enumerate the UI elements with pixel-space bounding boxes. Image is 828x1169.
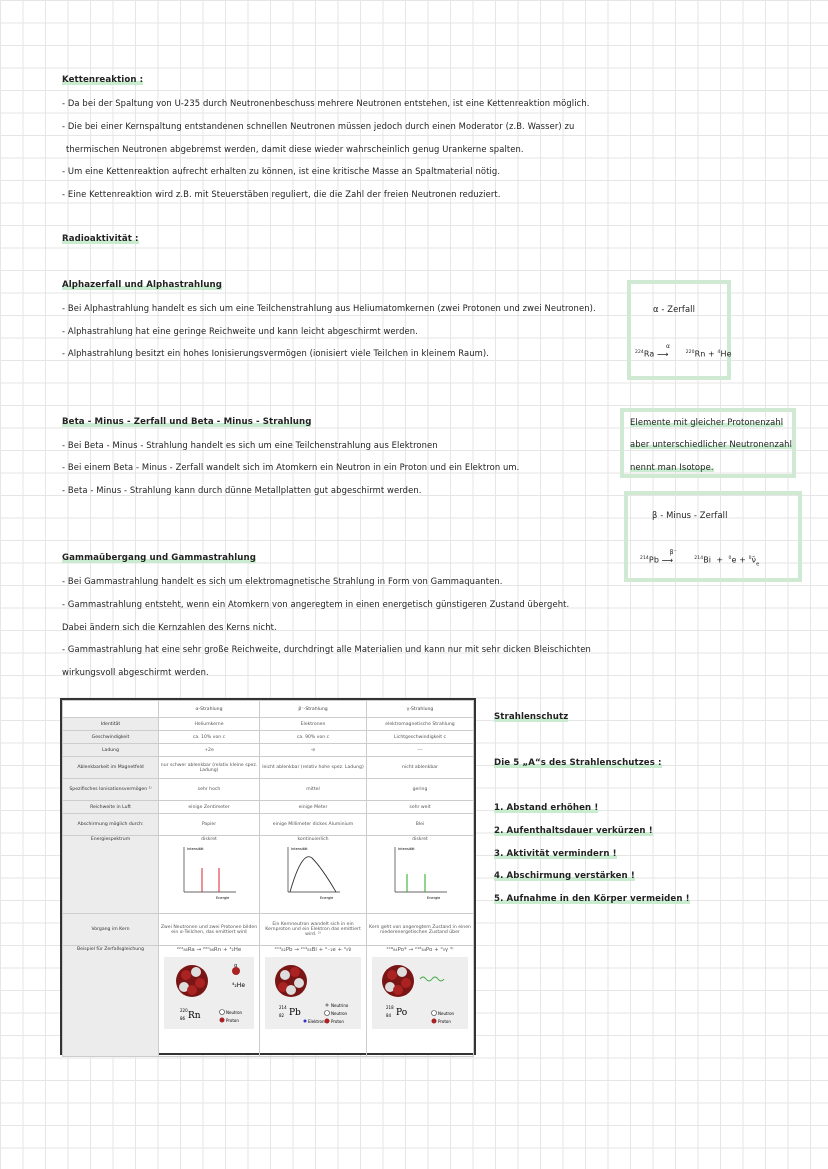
kettenreaktion-title: Kettenreaktion : <box>62 75 144 85</box>
spectrum-cell-gamma <box>367 836 474 914</box>
table-header: γ-Strahlung <box>367 701 474 718</box>
nucleus-illustration <box>265 957 361 1029</box>
continuous-spectrum-beta <box>278 842 348 902</box>
nucleus-z: 86 <box>180 1016 186 1021</box>
cell: Zwei Neutronen und zwei Protonen bilden ein α-Teilchen, das emittiert wird <box>159 914 260 946</box>
row-label: Vorgang im Kern <box>63 914 159 946</box>
strahlenschutz-item: 1. Abstand erhöhen ! <box>494 803 599 813</box>
cell: -e <box>260 744 367 757</box>
cell: gering <box>367 779 474 801</box>
alpha-line: - Alphastrahlung besitzt ein hohes Ionisierungsvermögen (ionisiert viele Teilchen in kleinem Raum). <box>62 348 490 358</box>
beta-arrow-label: β⁻ <box>669 548 677 556</box>
cell: Papier <box>159 814 260 836</box>
alpha-nucleus-svg <box>164 957 254 1029</box>
gamma-line: - Gammastrahlung hat eine sehr große Reichweite, durchdringt alle Materialien und kann nur mit sehr dicken Bleischichten <box>62 644 591 654</box>
legend-label: Neutron <box>331 1011 348 1016</box>
gamma-line: - Gammastrahlung entsteht, wenn ein Atomkern von angeregtem in einen energetisch günstigeren Zustand übergeht. <box>62 599 570 609</box>
cell: sehr hoch <box>159 779 260 801</box>
cell: Blei <box>367 814 474 836</box>
cell: nur schwer ablenkbar (relativ kleine spez. Ladung) <box>159 757 260 779</box>
decay-equation: ²²⁴₈₈Ra → ²²⁰₈₆Rn + ⁴₂He <box>176 947 242 953</box>
cell: Heliumkerne <box>159 718 260 731</box>
example-cell-beta <box>260 946 367 1057</box>
radioaktivitaet-title: Radioaktivität : <box>62 234 139 244</box>
nucleus-mass: 214 <box>279 1005 287 1010</box>
nucleus-cluster <box>382 965 414 997</box>
nucleus-z: 82 <box>279 1013 285 1018</box>
cell: ca. 10% von c <box>159 731 260 744</box>
cell: Lichtgeschwindigkeit c <box>367 731 474 744</box>
legend-label: Elektron <box>308 1019 325 1024</box>
alpha-title: Alphazerfall und Alphastrahlung <box>62 280 223 290</box>
kettenreaktion-line: - Eine Kettenreaktion wird z.B. mit Steuerstäben reguliert, die die Zahl der freien Neutronen reduziert. <box>62 189 501 199</box>
beta-decay-box <box>624 491 802 582</box>
decay-equation: ²¹⁴₈₂Pb → ²¹⁴₈₃Bi + ⁰₋₁e + ⁰₀ν̄ <box>274 947 352 953</box>
alpha-equation: $^{224}$Ra α ⟶ $^{220}$Rn + $^4$He <box>635 342 732 359</box>
strahlenschutz-item: 2. Aufenthaltsdauer verkürzen ! <box>494 826 653 836</box>
row-label: Spezifisches Ionisationsvermögen ¹⁾ <box>63 779 159 801</box>
legend-label: Proton <box>226 1018 239 1023</box>
row-label: Energiespektrum <box>63 836 159 914</box>
nucleus-illustration <box>164 957 254 1029</box>
kettenreaktion-line: thermischen Neutronen abgebremst werden, damit diese wieder wahrscheinlich genug Urankerne spalten. <box>66 144 524 154</box>
beta-title: Beta - Minus - Zerfall und Beta - Minus - Strahlung <box>62 417 312 427</box>
nucleus-symbol: Pb <box>289 1008 301 1018</box>
kettenreaktion-line: - Die bei einer Kernspaltung entstandenen schnellen Neutronen müssen jedoch durch einen Moderator (z.B. Wasser) zu <box>62 121 575 131</box>
row-label: Ladung <box>63 744 159 757</box>
gamma-line: wirkungsvoll abgeschirmt werden. <box>62 667 209 677</box>
row-label: Ablenkbarkeit im Magnetfeld <box>63 757 159 779</box>
alpha-decay-box <box>627 280 731 380</box>
beta-line: - Beta - Minus - Strahlung kann durch dünne Metallplatten gut abgeschirmt werden. <box>62 485 422 495</box>
legend-label: Neutron <box>226 1010 243 1015</box>
row-label: Beispiel für Zerfallsgleichung <box>63 946 159 1057</box>
gamma-title: Gammaübergang und Gammastrahlung <box>62 553 256 563</box>
neutron-legend-dot <box>325 1011 330 1016</box>
beta-box-title: β - Minus - Zerfall <box>652 510 728 520</box>
example-cell-alpha <box>159 946 260 1057</box>
gamma-wave-icon <box>420 977 444 981</box>
spectrum-xlabel: Energie <box>320 896 334 900</box>
nucleus-symbol: Po <box>396 1008 408 1018</box>
kettenreaktion-line: - Da bei der Spaltung von U-235 durch Neutronenbeschuss mehrere Neutronen entstehen, ist eine Kettenreaktion möglich. <box>62 98 590 108</box>
radiation-comparison-table <box>60 698 476 1055</box>
spectrum-ylabel: Intensität <box>187 847 204 851</box>
strahlenschutz-item: 4. Abschirmung verstärken ! <box>494 871 635 881</box>
legend-label: Neutron <box>438 1011 455 1016</box>
table-header: α-Strahlung <box>159 701 260 718</box>
cell: einige Zentimeter <box>159 801 260 814</box>
cell: einige Meter <box>260 801 367 814</box>
isotope-line: aber unterschiedlicher Neutronenzahl <box>630 439 793 449</box>
spectrum-cell-alpha <box>159 836 260 914</box>
beta-line: - Bei einem Beta - Minus - Zerfall wandelt sich im Atomkern ein Neutron in ein Proton und ein Elektron um. <box>62 462 520 472</box>
proton-legend-dot <box>432 1019 437 1024</box>
nucleus-illustration <box>372 957 468 1029</box>
row-label: Identität <box>63 718 159 731</box>
nucleus-cluster <box>176 965 208 997</box>
strahlenschutz-item: 3. Aktivität vermindern ! <box>494 849 617 859</box>
cell: elektromagnetische Strahlung <box>367 718 474 731</box>
gamma-line: Dabei ändern sich die Kernzahlen des Kerns nicht. <box>62 622 277 632</box>
proton-legend-dot <box>325 1019 330 1024</box>
legend-label: Neutrino <box>331 1003 349 1008</box>
isotope-line: Elemente mit gleicher Protonenzahl <box>630 417 784 427</box>
electron-legend-dot <box>304 1020 307 1023</box>
spectrum-cell-beta <box>260 836 367 914</box>
proton-legend-dot <box>220 1018 225 1023</box>
cell: kontinuierlich <box>297 837 329 842</box>
cell: diskret <box>412 837 428 842</box>
cell: Elektronen <box>260 718 367 731</box>
alpha-line: - Alphastrahlung hat eine geringe Reichweite und kann leicht abgeschirmt werden. <box>62 326 418 336</box>
nucleus-mass: 220 <box>180 1008 188 1013</box>
spectrum-xlabel: Energie <box>427 896 441 900</box>
strahlenschutz-item: 5. Aufnahme in den Körper vermeiden ! <box>494 894 690 904</box>
nucleus-z: 84 <box>386 1013 392 1018</box>
beta-line: - Bei Beta - Minus - Strahlung handelt es sich um eine Teilchenstrahlung aus Elektronen <box>62 440 438 450</box>
alpha-arrow-label: α <box>666 342 671 350</box>
cell: mittel <box>260 779 367 801</box>
alpha-box-title: α - Zerfall <box>653 304 696 314</box>
decay-equation: ²¹⁸₈₄Po* → ²¹⁸₈₄Po + ⁰₀γ ³⁾ <box>386 947 454 953</box>
cell: Ein Kernneutron wandelt sich in ein Kernproton und ein Elektron das emittiert wird. ²⁾ <box>260 914 367 946</box>
cell: sehr weit <box>367 801 474 814</box>
neutron-legend-dot <box>220 1010 225 1015</box>
spectrum-ylabel: Intensität <box>291 847 308 851</box>
cell: nicht ablenkbar <box>367 757 474 779</box>
table-header: β⁻-Strahlung <box>260 701 367 718</box>
legend-label: Proton <box>438 1019 451 1024</box>
cell: leicht ablenkbar (relativ hohe spez. Ladung) <box>260 757 367 779</box>
cell: --- <box>367 744 474 757</box>
table-corner <box>63 701 159 718</box>
neutrino-legend-dot <box>326 1004 329 1007</box>
cell: ca. 90% von c <box>260 731 367 744</box>
nucleus-cluster <box>275 965 307 997</box>
kettenreaktion-line: - Um eine Kettenreaktion aufrecht erhalten zu können, ist eine kritische Masse an Spaltmaterial nötig. <box>62 166 501 176</box>
cell: Kern geht von angeregtem Zustand in einen niederenergetischen Zustand über <box>367 914 474 946</box>
row-label: Reichweite in Luft <box>63 801 159 814</box>
discrete-spectrum-gamma <box>385 842 455 902</box>
spectrum-xlabel: Energie <box>216 896 230 900</box>
discrete-spectrum-alpha <box>174 842 244 902</box>
alpha-particle-mark: α <box>234 963 238 969</box>
cell: einige Millimeter dickes Aluminium <box>260 814 367 836</box>
isotope-box <box>620 408 796 478</box>
gamma-nucleus-svg <box>372 957 468 1029</box>
strahlenschutz-title: Strahlenschutz <box>494 712 569 722</box>
beta-equation: $^{214}$Pb β⁻ ⟶ $^{214}Bi + ^0e + ^0\nū_e$ <box>640 548 760 568</box>
spectrum-ylabel: Intensität <box>398 847 415 851</box>
isotope-line: nennt man Isotope. <box>630 462 714 472</box>
emitted-helium: ⁴₂He <box>232 982 246 989</box>
legend-label: Proton <box>331 1019 344 1024</box>
nucleus-mass: 218 <box>386 1005 394 1010</box>
beta-nucleus-svg <box>265 957 361 1029</box>
cell: diskret <box>201 837 217 842</box>
example-cell-gamma <box>367 946 474 1057</box>
nucleus-symbol: Rn <box>188 1011 201 1021</box>
neutron-legend-dot <box>432 1011 437 1016</box>
row-label: Geschwindigkeit <box>63 731 159 744</box>
strahlenschutz-subtitle: Die 5 „A“s des Strahlenschutzes : <box>494 758 662 768</box>
gamma-line: - Bei Gammastrahlung handelt es sich um elektromagnetische Strahlung in Form von Gammaquanten. <box>62 576 503 586</box>
cell: +2e <box>159 744 260 757</box>
alpha-line: - Bei Alphastrahlung handelt es sich um eine Teilchenstrahlung aus Heliumatomkernen (zwei Protonen und zwei Neutronen). <box>62 303 596 313</box>
row-label: Abschirmung möglich durch: <box>63 814 159 836</box>
